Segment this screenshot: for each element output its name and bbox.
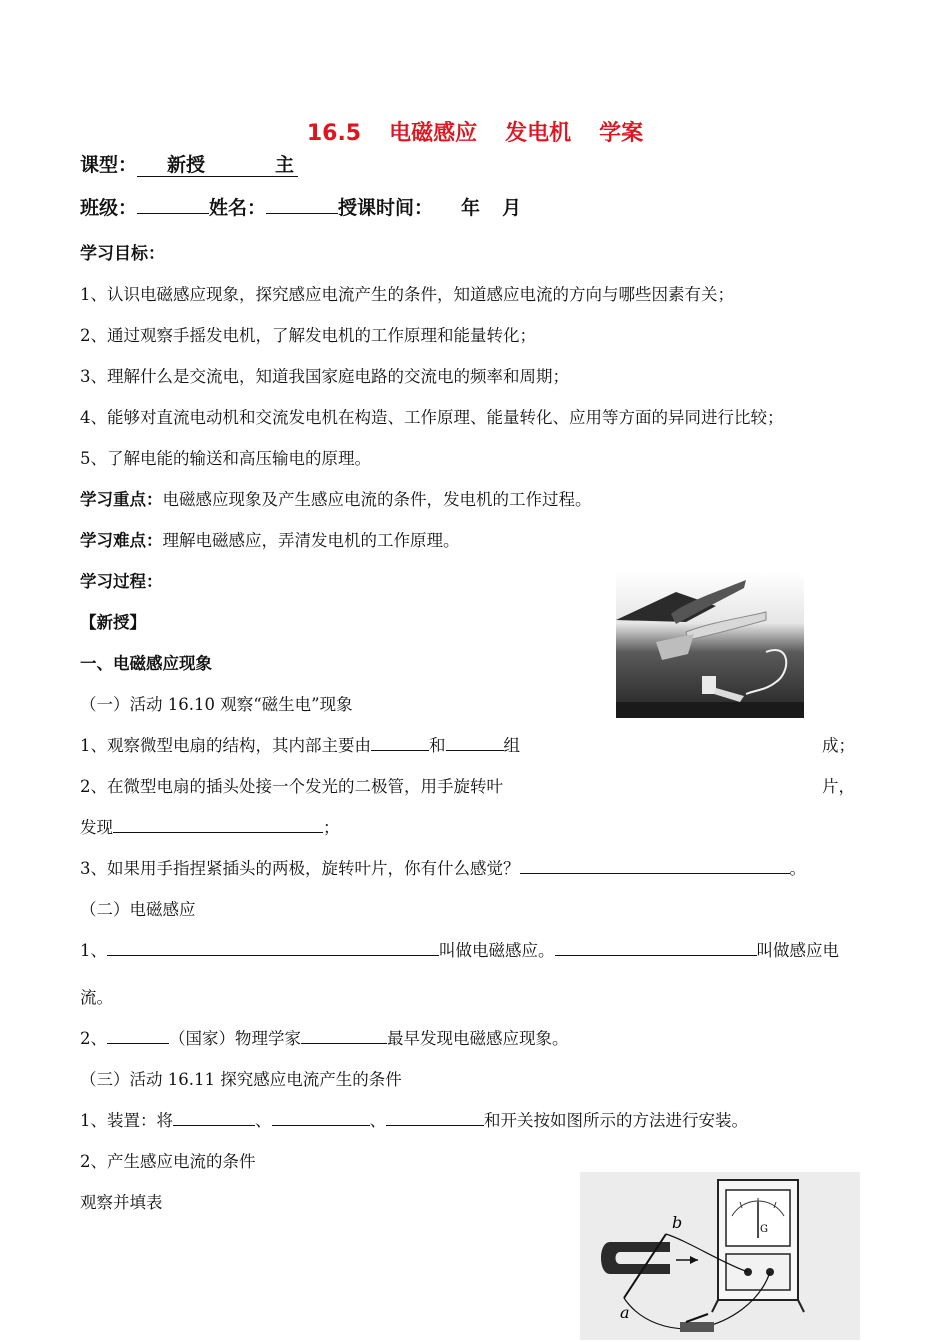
objective-item: 1、认识电磁感应现象，探究感应电流产生的条件，知道感应电流的方向与哪些因素有关；	[80, 285, 734, 304]
answer-blank[interactable]	[173, 1108, 255, 1126]
course-type-value: 新授	[167, 154, 206, 176]
question-row	[80, 855, 806, 879]
title-kind: 学案	[599, 121, 644, 146]
answer-blank[interactable]	[301, 1026, 387, 1044]
question-text: 成；	[822, 736, 855, 755]
question-row	[80, 732, 520, 756]
question-text: ；	[323, 818, 340, 837]
class-label: 班级：	[80, 197, 138, 219]
question-text: 叫做感应电	[756, 941, 839, 960]
name-label: 姓名：	[209, 197, 267, 219]
new-lesson-label: 【新授】	[80, 613, 146, 632]
label-a: a	[620, 1303, 630, 1322]
question-text: 和	[429, 736, 446, 755]
question-text: 和开关按如图所示的方法进行安装。	[484, 1111, 748, 1130]
difficulty-label: 学习难点：	[80, 531, 163, 550]
answer-blank[interactable]	[520, 856, 790, 874]
month-label: 月	[502, 197, 522, 219]
question-text: 片，	[822, 777, 855, 796]
answer-blank[interactable]	[272, 1108, 370, 1126]
difficulty-text: 理解电磁感应，弄清发电机的工作原理。	[162, 531, 460, 550]
process-label: 学习过程：	[80, 572, 163, 591]
course-type-field[interactable]	[137, 154, 298, 177]
question-row	[80, 1025, 569, 1049]
question-text: （国家）物理学家	[169, 1029, 301, 1048]
subsection-heading: （二）电磁感应	[80, 900, 196, 919]
answer-blank[interactable]	[107, 1026, 169, 1044]
objective-item: 5、了解电能的输送和高压输电的原理。	[80, 449, 371, 468]
title-subtopic: 发电机	[505, 121, 572, 146]
galvanometer-icon	[712, 1180, 804, 1312]
question-text: 2、	[80, 1029, 107, 1048]
question-text: 、	[255, 1111, 272, 1130]
question-row	[80, 814, 340, 838]
answer-blank[interactable]	[113, 815, 323, 833]
objective-item: 2、通过观察手摇发电机，了解发电机的工作原理和能量转化；	[80, 326, 536, 345]
activity-heading: （三）活动 16.11 探究感应电流产生的条件	[80, 1070, 402, 1089]
answer-blank[interactable]	[446, 733, 504, 751]
question-text: 1、观察微型电扇的结构，其内部主要由	[80, 736, 371, 755]
fan-photo	[616, 572, 804, 718]
question-text: 3、如果用手指捏紧插头的两极，旋转叶片，你有什么感觉？	[80, 859, 520, 878]
galvanometer-label: G	[760, 1224, 768, 1235]
question-text: 。	[789, 859, 806, 878]
answer-blank[interactable]	[386, 1108, 484, 1126]
course-type-row	[80, 150, 298, 177]
question-row	[80, 937, 839, 961]
question-text: 2、在微型电扇的插头处接一个发光的二极管，用手旋转叶	[80, 777, 503, 796]
objectives-heading: 学习目标：	[80, 244, 165, 264]
key-point-label: 学习重点：	[80, 490, 163, 509]
label-b: b	[672, 1213, 683, 1232]
class-blank[interactable]	[137, 193, 209, 214]
question-text: 最早发现电磁感应现象。	[387, 1029, 569, 1048]
course-type-tail: 主	[275, 154, 295, 176]
induction-apparatus-figure	[580, 1172, 860, 1340]
question-text: 2、产生感应电流的条件	[80, 1152, 256, 1171]
answer-blank[interactable]	[555, 938, 757, 956]
question-text: 发现	[80, 818, 113, 837]
name-blank[interactable]	[266, 193, 338, 214]
year-label: 年	[461, 197, 481, 219]
course-type-label: 课型：	[80, 154, 138, 176]
question-text: 组	[503, 736, 520, 755]
answer-blank[interactable]	[371, 733, 429, 751]
difficulty-row	[80, 527, 460, 551]
objective-item: 3、理解什么是交流电，知道我国家庭电路的交流电的频率和周期；	[80, 367, 569, 386]
key-point-row	[80, 486, 592, 510]
question-text: 叫做电磁感应。	[439, 941, 555, 960]
question-text: 、	[369, 1111, 386, 1130]
question-text: 1、装置：将	[80, 1111, 173, 1130]
class-info-row	[80, 193, 521, 220]
section-heading: 一、电磁感应现象	[80, 654, 212, 673]
objective-item: 4、能够对直流电动机和交流发电机在构造、工作原理、能量转化、应用等方面的异同进行比较；	[80, 408, 784, 427]
title-topic: 电磁感应	[389, 121, 478, 146]
question-text: 流。	[80, 988, 113, 1007]
question-text: 观察并填表	[80, 1193, 163, 1212]
title-number: 16.5	[306, 121, 362, 146]
question-row	[80, 1107, 748, 1131]
question-text: 1、	[80, 941, 107, 960]
activity-heading: （一）活动 16.10 观察“磁生电”现象	[80, 695, 353, 714]
answer-blank[interactable]	[107, 938, 439, 956]
time-label: 授课时间：	[338, 197, 434, 219]
key-point-text: 电磁感应现象及产生感应电流的条件，发电机的工作过程。	[162, 490, 592, 509]
page-title	[0, 116, 950, 147]
